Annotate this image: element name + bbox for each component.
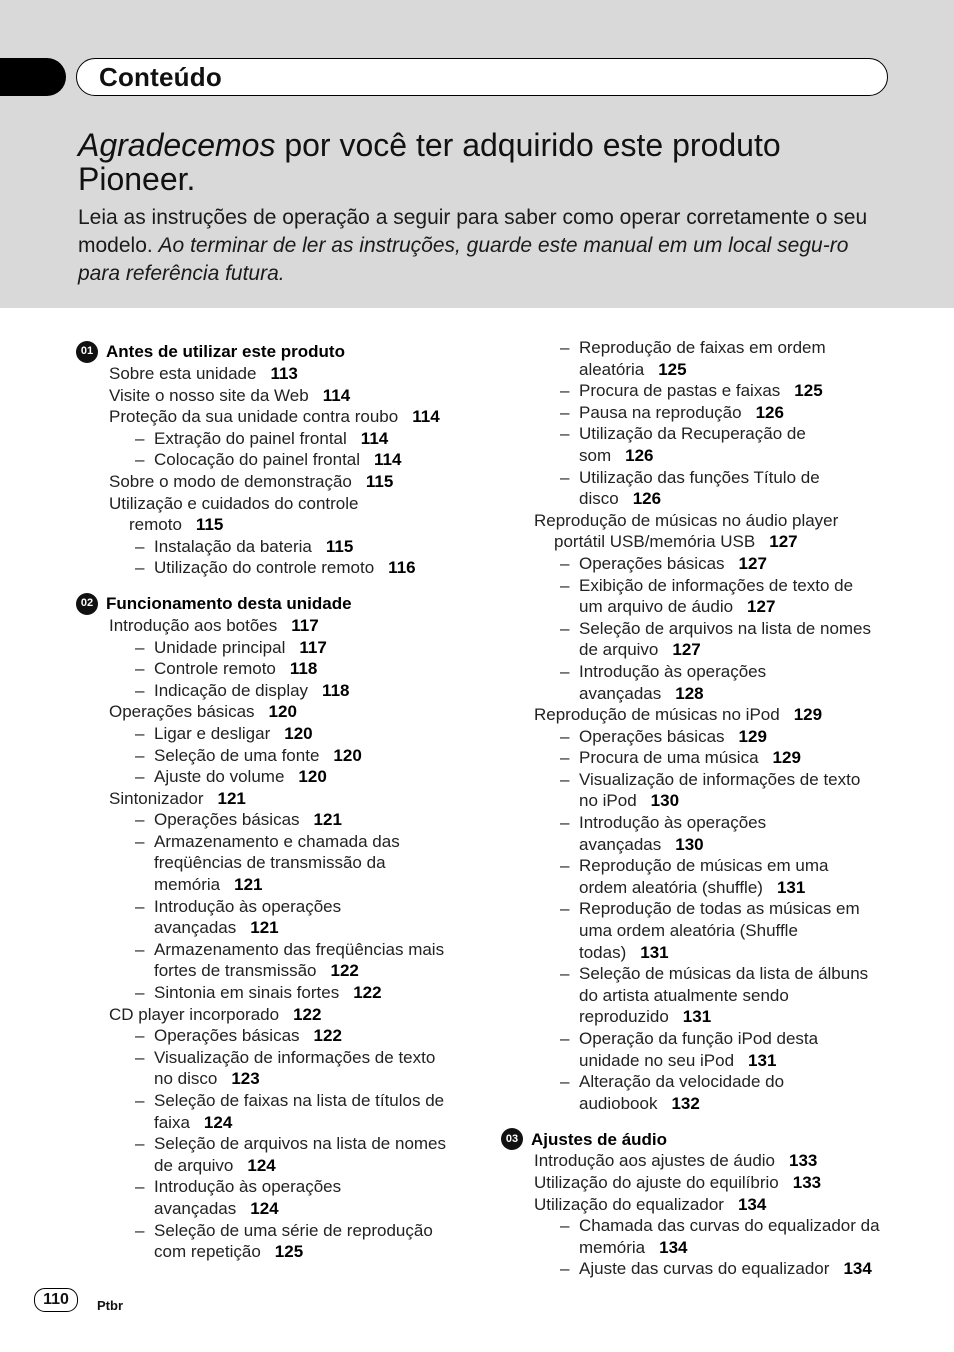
toc-subentry-line: Utilização da Recuperação de [579,424,806,444]
toc-page-number: 126 [755,402,784,422]
toc-subentry-line: Ajuste do volume [154,767,285,787]
toc-subentry-line: Operações básicas [579,553,725,573]
toc-page-number: 115 [325,536,354,556]
toc-entry-text: Utilização do equalizador [534,1194,724,1214]
toc-subentry-line: memória [154,875,221,895]
dash-bullet: – [135,810,145,830]
toc-page-number: 126 [625,445,654,465]
toc-subentry[interactable] [503,898,903,963]
toc-page-number: 116 [388,558,416,578]
toc-page-number: 114 [322,385,351,405]
toc-subentry-line: do artista atualmente sendo [579,985,789,1005]
toc-subentry-line: Armazenamento e chamada das [154,831,400,851]
dash-bullet: – [135,983,145,1003]
toc-subentry-line: avançadas [154,1198,237,1218]
toc-subentry[interactable] [78,536,478,558]
headline-italic: Agradecemos [78,127,276,163]
toc-subentry-line: Ligar e desligar [154,723,271,743]
toc-subentry-line: de arquivo [579,640,659,660]
toc-entry-continuation: remoto 115 [129,515,224,535]
toc-subentry[interactable] [78,745,478,767]
toc-subentry[interactable] [503,337,903,380]
toc-section-heading [501,1128,903,1150]
page-title: Conteúdo [99,62,222,92]
toc-subentry[interactable] [78,1025,478,1047]
toc-page-number: 133 [789,1151,818,1171]
toc-subentry[interactable] [503,747,903,769]
toc-entry-text: Utilização e cuidados do controle [109,493,359,513]
dash-bullet: – [135,1177,145,1197]
dash-bullet: – [560,661,570,681]
toc-subentry-line: avançadas [154,918,237,938]
toc-entry-text: Sintonizador [109,788,204,808]
toc-subentry[interactable] [503,618,903,661]
toc-subentry-line: aleatória [579,359,645,379]
toc-subentry-line: Alteração da velocidade do [579,1072,785,1092]
toc-subentry[interactable] [78,1176,478,1219]
toc-page-number: 114 [374,450,402,470]
section-title: Ajustes de áudio [531,1129,668,1149]
dash-bullet: – [560,964,570,984]
toc-page-number: 123 [231,1069,260,1089]
toc-entry[interactable] [503,704,903,726]
toc-page-number: 122 [353,983,382,1003]
toc-entry[interactable] [78,701,478,723]
language-label: Ptbr [97,1298,123,1313]
toc-page-number: 129 [738,726,767,746]
dash-bullet: – [560,726,570,746]
toc-section-heading [76,341,478,363]
toc-page-number: 125 [794,381,823,401]
toc-subentry-line: Chamada das curvas do equalizador da [579,1216,880,1236]
dash-bullet: – [560,338,570,357]
toc-entry[interactable] [78,1004,478,1026]
dash-bullet: – [560,575,570,595]
toc-entry[interactable] [78,363,478,385]
dash-bullet: – [135,1026,145,1046]
toc-subentry-line: Seleção de arquivos na lista de nomes [154,1134,447,1154]
toc-entry-text: Utilização do ajuste do equilíbrio [534,1172,779,1192]
toc-subentry-line: Operações básicas [154,810,300,830]
toc-subentry[interactable] [78,658,478,680]
dash-bullet: – [560,1072,570,1092]
dash-bullet: – [135,536,145,556]
toc-subentry-line: Seleção de faixas na lista de títulos de [154,1091,445,1110]
toc-subentry[interactable] [503,726,903,748]
toc-page-number: 117 [291,615,319,635]
toc-page-number: 128 [675,683,704,703]
toc-subentry-line: Introdução às operações [154,1177,342,1197]
toc-entry[interactable] [78,406,478,428]
dash-bullet: – [560,424,570,444]
toc-page-number: 129 [772,748,801,768]
toc-subentry[interactable] [503,467,903,510]
toc-subentry[interactable] [503,1215,903,1258]
toc-subentry-line: Seleção de uma fonte [154,745,320,765]
toc-subentry-line: avançadas [579,683,662,703]
toc-subentry[interactable] [503,963,903,1028]
toc-page-number: 114 [360,428,389,448]
toc-page-number: 125 [274,1242,304,1262]
dash-bullet: – [135,1220,145,1240]
toc-subentry-line: Seleção de uma série de reprodução [154,1220,433,1240]
dash-bullet: – [560,813,570,833]
intro-paragraph [78,204,894,288]
toc-left-column [78,341,478,1263]
section-gap [503,1114,903,1128]
section-number-badge: 01 [76,341,98,363]
toc-subentry[interactable] [503,380,903,402]
dash-bullet: – [560,1029,570,1048]
dash-bullet: – [560,381,570,401]
toc-entry-text: Operações básicas [109,702,255,722]
toc-subentry[interactable] [503,769,903,812]
toc-subentry-line: Utilização das funções Título de [579,467,820,487]
toc-subentry[interactable] [503,661,903,704]
toc-subentry-line: Seleção de arquivos na lista de nomes [579,618,872,638]
toc-page-number: 113 [270,364,298,383]
section-title: Antes de utilizar este produto [106,342,345,362]
dash-bullet: – [560,618,570,638]
dash-bullet: – [560,748,570,768]
toc-entry[interactable] [503,1172,903,1194]
toc-page-number: 127 [747,597,776,617]
toc-subentry-line: faixa [154,1112,190,1132]
toc-subentry-line: avançadas [579,834,662,854]
toc-page-number: 130 [650,791,680,811]
toc-subentry-line: Utilização do controle remoto [154,558,375,578]
dash-bullet: – [135,896,145,916]
toc-entry-text: Reprodução de músicas no iPod [534,705,780,725]
toc-subentry[interactable] [503,402,903,424]
toc-subentry-line: som [579,445,612,465]
toc-subentry[interactable] [78,449,478,471]
dash-bullet: – [560,899,570,919]
dash-bullet: – [135,659,145,679]
toc-subentry-line: no disco [154,1069,218,1089]
toc-entry-text: Sobre esta unidade [109,364,257,383]
toc-subentry-line: com repetição [154,1242,261,1262]
toc-subentry-line: Ajuste das curvas do equalizador [579,1259,830,1279]
dash-bullet: – [560,402,570,422]
toc-subentry[interactable] [78,1133,478,1176]
toc-subentry[interactable] [78,831,478,896]
toc-subentry-line: um arquivo de áudio [579,597,734,617]
toc-subentry-line: audiobook [579,1093,658,1113]
toc-entry-text: CD player incorporado [109,1004,280,1024]
toc-entry-text: Reprodução de músicas no áudio player [534,510,839,530]
toc-subentry[interactable] [78,939,478,982]
dash-bullet: – [135,450,145,470]
toc-subentry-line: de arquivo [154,1155,234,1175]
toc-page-number: 134 [659,1237,688,1257]
toc-subentry[interactable] [503,553,903,575]
toc-entry[interactable] [78,788,478,810]
toc-subentry-line: Unidade principal [154,637,286,657]
toc-page-number: 121 [234,875,263,895]
toc-subentry-line: Instalação da bateria [154,536,312,556]
toc-page-number: 121 [250,918,279,938]
toc-subentry[interactable] [503,812,903,855]
toc-entry[interactable] [503,510,903,553]
toc-page-number: 134 [843,1259,872,1279]
dash-bullet: – [135,767,145,787]
toc-subentry[interactable] [78,766,478,788]
toc-page-number: 121 [217,788,246,808]
toc-subentry[interactable] [78,637,478,659]
toc-page-number: 127 [769,532,798,552]
toc-subentry[interactable] [503,1258,903,1280]
toc-page-number: 131 [682,1007,712,1027]
toc-subentry-line: disco [579,489,619,509]
toc-subentry[interactable] [78,428,478,450]
toc-page-number: 133 [792,1172,822,1192]
toc-page-number: 129 [793,705,823,725]
headline-line1: por você ter adquirido este produto [275,127,781,163]
toc-page-number: 131 [776,877,806,897]
toc-page-number: 124 [247,1155,276,1175]
toc-subentry-line: ordem aleatória (shuffle) [579,877,763,897]
toc-subentry-line: Pausa na reprodução [579,402,742,422]
headline [78,128,898,196]
toc-page-number: 125 [658,359,687,379]
dash-bullet: – [135,637,145,657]
dash-bullet: – [135,1047,145,1067]
toc-page-number: 120 [284,723,313,743]
toc-page-number: 120 [268,702,297,722]
toc-subentry-line: Indicação de display [154,680,309,700]
toc-subentry-line: Controle remoto [154,659,276,679]
toc-page-number: 120 [333,745,362,765]
toc-entry-text: Sobre o modo de demonstração [109,471,352,491]
dash-bullet: – [135,745,145,765]
toc-entry-text: Visite o nosso site da Web [109,385,309,405]
toc-subentry-line: Exibição de informações de texto de [579,575,854,595]
section-tab-marker [0,58,66,96]
toc-page-number: 121 [313,810,342,830]
toc-entry-continuation: portátil USB/memória USB 127 [554,532,798,552]
toc-subentry[interactable] [503,1071,903,1114]
toc-page-number: 134 [737,1194,767,1214]
toc-subentry-line: Visualização de informações de texto [579,769,861,789]
toc-page-number: 127 [738,553,767,573]
dash-bullet: – [135,680,145,700]
toc-subentry-line: Introdução às operações [579,661,767,681]
toc-subentry[interactable] [78,896,478,939]
dash-bullet: – [135,939,145,959]
toc-subentry-line: Introdução às operações [579,813,767,833]
toc-page-number: 124 [203,1112,233,1132]
toc-page-number: 132 [671,1093,700,1113]
dash-bullet: – [560,1216,570,1236]
toc-page-number: 118 [322,680,350,700]
toc-subentry-line: memória [579,1237,646,1257]
page-number: 110 [34,1288,78,1312]
section-title: Funcionamento desta unidade [106,594,352,614]
toc-subentry[interactable] [78,982,478,1004]
toc-right-column [503,337,903,1280]
toc-page-number: 126 [632,489,662,509]
toc-entry[interactable] [78,615,478,637]
toc-subentry-line: Reprodução de todas as músicas em [579,899,860,919]
dash-bullet: – [135,723,145,743]
section-number-badge: 03 [501,1128,523,1150]
toc-subentry-line: uma ordem aleatória (Shuffle [579,921,798,941]
dash-bullet: – [135,1091,145,1110]
toc-subentry-line: Armazenamento das freqüências mais [154,939,445,959]
dash-bullet: – [560,769,570,789]
toc-subentry-line: fortes de transmissão [154,961,317,981]
toc-subentry-line: Sintonia em sinais fortes [154,983,340,1003]
toc-page-number: 122 [293,1004,322,1024]
toc-entry[interactable] [503,1194,903,1216]
toc-subentry-line: Procura de uma música [579,748,759,768]
dash-bullet: – [560,467,570,487]
toc-page-number: 115 [365,471,394,491]
toc-section-heading [76,593,478,615]
dash-bullet: – [135,1134,145,1154]
toc-subentry[interactable] [78,680,478,702]
toc-entry[interactable] [503,1150,903,1172]
toc-page-number: 127 [672,640,701,660]
header-box [76,58,888,96]
toc-subentry-line: todas) [579,942,627,962]
toc-subentry-line: Introdução às operações [154,896,342,916]
toc-subentry-line: Operações básicas [579,726,725,746]
toc-subentry[interactable] [78,1220,478,1263]
toc-subentry-line: Reprodução de faixas em ordem [579,338,826,357]
headline-line2: Pioneer. [78,161,196,197]
toc-page-number: 120 [298,767,327,787]
toc-subentry-line: Operações básicas [154,1026,300,1046]
toc-subentry[interactable] [503,575,903,618]
dash-bullet: – [560,1259,570,1279]
toc-subentry-line: Colocação do painel frontal [154,450,361,470]
toc-subentry[interactable] [503,423,903,466]
dash-bullet: – [135,558,145,578]
toc-page-number: 124 [250,1198,279,1218]
toc-subentry-line: freqüências de transmissão da [154,853,386,873]
toc-subentry-line: no iPod [579,791,637,811]
section-gap [78,579,478,593]
toc-subentry-line: Operação da função iPod desta [579,1029,819,1048]
toc-entry-text: Introdução aos botões [109,615,278,635]
toc-subentry[interactable] [503,855,903,898]
toc-entry-text: Proteção da sua unidade contra roubo [109,407,399,427]
dash-bullet: – [560,553,570,573]
intro-italic: Ao terminar de ler as instruções, guarde este manual em um local segu-ro para referência futura. [78,234,849,285]
toc-page-number: 131 [640,942,669,962]
toc-subentry[interactable] [78,1047,478,1090]
toc-page-number: 117 [299,637,327,657]
toc-subentry[interactable] [503,1028,903,1071]
toc-page-number: 122 [330,961,359,981]
toc-page-number: 118 [289,659,318,679]
toc-page-number: 115 [195,515,224,535]
toc-subentry-line: reproduzido [579,1007,669,1027]
toc-page-number: 130 [675,834,704,854]
toc-subentry-line: Visualização de informações de texto [154,1047,436,1067]
toc-subentry[interactable] [78,1090,478,1133]
toc-entry[interactable] [78,493,478,536]
toc-subentry[interactable] [78,557,478,579]
dash-bullet: – [560,856,570,876]
toc-subentry[interactable] [78,723,478,745]
toc-subentry-line: Seleção de músicas da lista de álbuns [579,964,869,984]
toc-subentry[interactable] [78,809,478,831]
toc-entry[interactable] [78,471,478,493]
section-number-badge: 02 [76,593,98,615]
toc-subentry-line: unidade no seu iPod [579,1050,735,1070]
toc-entry[interactable] [78,385,478,407]
toc-page-number: 122 [313,1026,342,1046]
toc-subentry-line: Reprodução de músicas em uma [579,856,829,876]
dash-bullet: – [135,428,145,448]
intro-plain: Leia as instruções de operação a seguir para saber como operar corretamente o seu modelo. [78,206,868,257]
toc-page-number: 114 [412,407,440,427]
toc-subentry-line: Extração do painel frontal [154,428,347,448]
toc-entry-text: Introdução aos ajustes de áudio [534,1151,776,1171]
toc-subentry-line: Procura de pastas e faixas [579,381,781,401]
toc-page-number: 131 [748,1050,777,1070]
dash-bullet: – [135,831,145,851]
